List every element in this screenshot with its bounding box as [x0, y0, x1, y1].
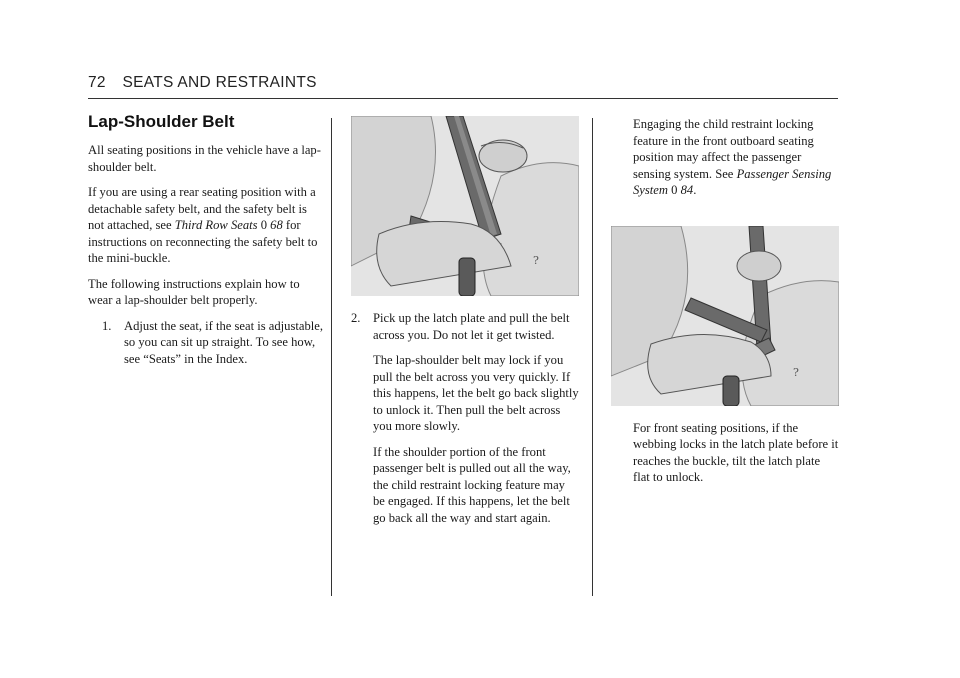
- section-heading: Lap-Shoulder Belt: [88, 112, 235, 131]
- paragraph-shoulder-portion: If the shoulder portion of the front passenger belt is pulled out all the way, the child restraint locking feature may be engaged. If this happens, let the belt go back all the way and start again.: [373, 444, 571, 525]
- page-reference[interactable]: 68: [270, 218, 283, 232]
- column-1: [88, 112, 324, 376]
- header-rule: [88, 98, 838, 99]
- paragraph-instructions: The following instructions explain how to wear a lap-shoulder belt properly.: [88, 276, 300, 307]
- step-1: [102, 318, 324, 368]
- page-reference[interactable]: 84: [680, 183, 694, 197]
- column-2: [351, 116, 579, 535]
- svg-text:?: ?: [793, 365, 799, 379]
- step-number: 2.: [351, 311, 361, 325]
- paragraph-child-restraint: Engaging the child restraint locking feature in the front outboard seating position may affect the passenger sensing system. See Passenger Sensing System 0 84.: [633, 117, 832, 197]
- page-header: [88, 74, 317, 92]
- paragraph-detachable: If you are using a rear seating position with a detachable safety belt, and the safety belt is not attached, see Third Row Seats 0 68 for instructions on reconnecting the safety belt to the mini-buckle.: [88, 185, 318, 265]
- section-title: SEATS AND RESTRAINTS: [122, 74, 317, 91]
- column-divider-2: [592, 118, 593, 596]
- paragraph-belt-lock: The lap-shoulder belt may lock if you pull the belt across you very quickly. If this happens, let the belt go back slightly to unlock it. Then pull the belt across you more slowly.: [373, 353, 579, 433]
- page-reference-icon: 0: [260, 218, 267, 232]
- column-3: [611, 116, 839, 495]
- column-divider-1: [331, 118, 332, 596]
- paragraph-seating: All seating positions in the vehicle have a lap-shoulder belt.: [88, 143, 321, 174]
- link-third-row-seats[interactable]: Third Row Seats: [174, 218, 258, 232]
- page-number: 72: [88, 74, 106, 91]
- page-reference-icon: 0: [671, 183, 678, 197]
- step-text: Pick up the latch plate and pull the belt across you. Do not let it get twisted.: [373, 311, 570, 342]
- step-2: [351, 310, 579, 343]
- step-text: Adjust the seat, if the seat is adjustable, so you can sit up straight. To see how, see “Seats” in the Index.: [124, 318, 324, 366]
- svg-text:?: ?: [533, 254, 539, 267]
- latch-plate-illustration: [351, 116, 579, 296]
- paragraph-front-seating: For front seating positions, if the webbing locks in the latch plate before it reaches the buckle, tilt the latch plate flat to unlock.: [633, 420, 839, 484]
- locking-latch-illustration: [611, 226, 839, 406]
- link-passenger-sensing-system[interactable]: Passenger Sensing System: [633, 166, 832, 197]
- step-number: 1.: [102, 318, 112, 333]
